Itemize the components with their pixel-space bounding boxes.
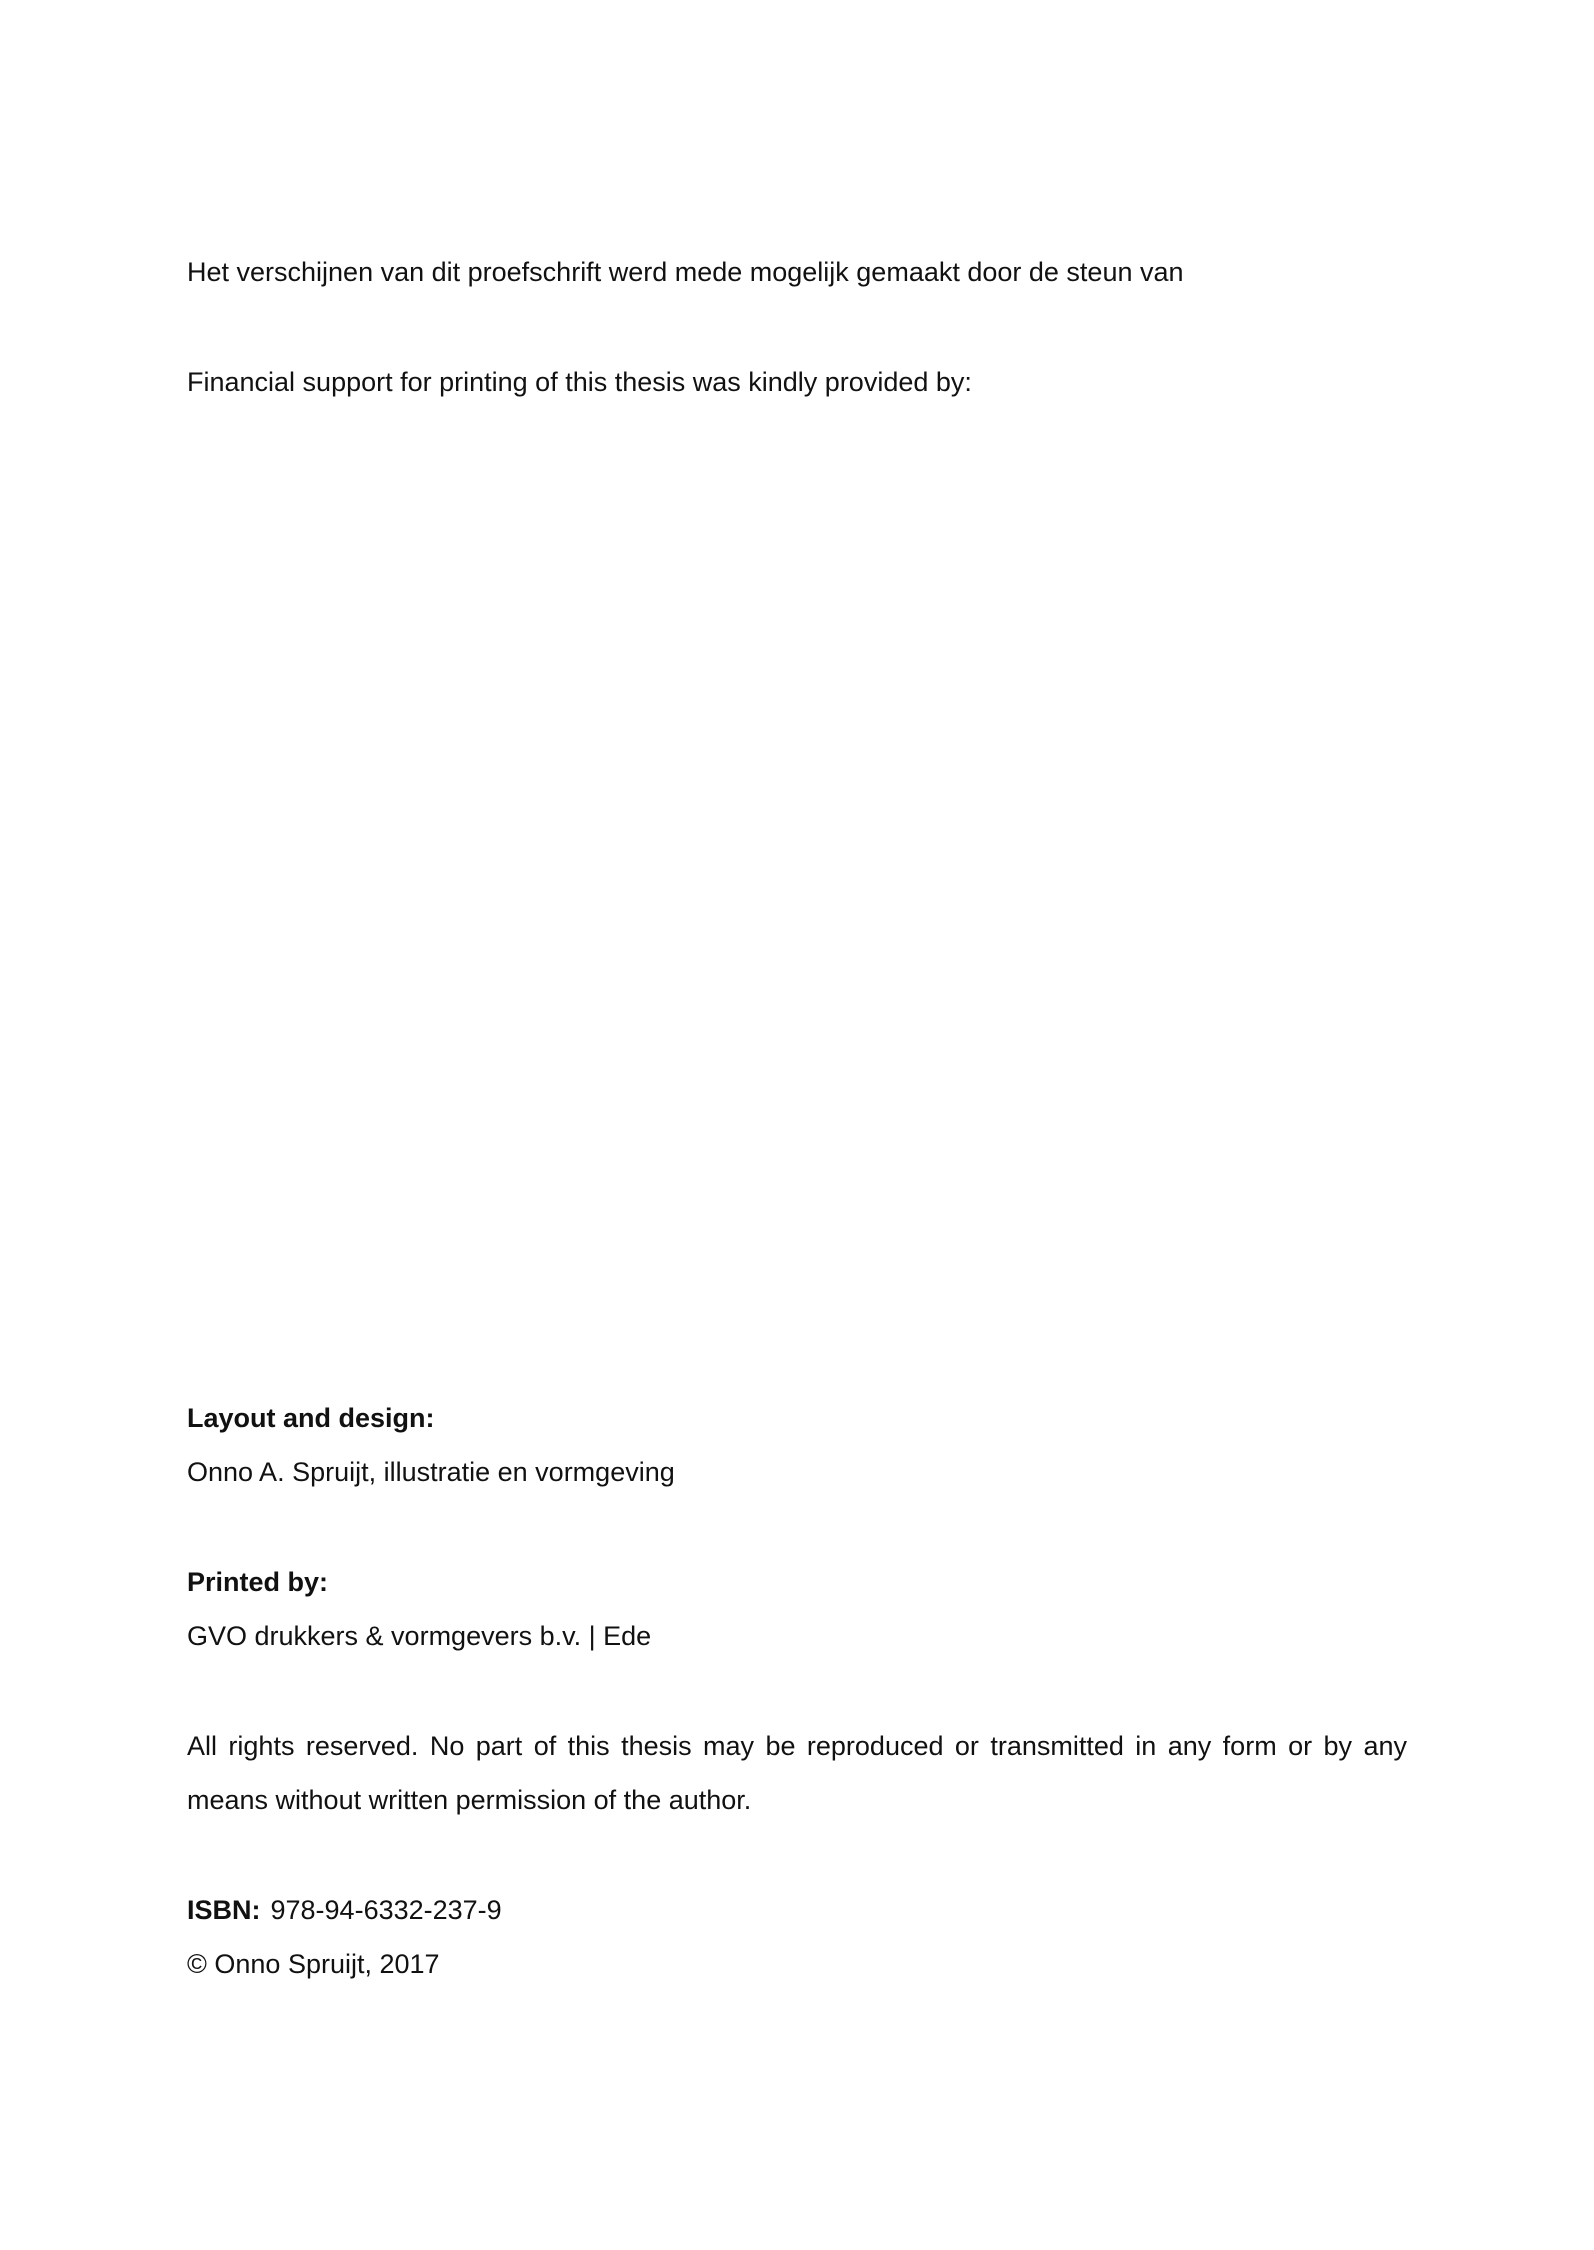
isbn-value: 978-94-6332-237-9	[270, 1895, 502, 1925]
isbn-line	[187, 1893, 502, 1927]
layout-value: Onno A. Spruijt, illustratie en vormgeving	[187, 1457, 675, 1487]
isbn-label: ISBN:	[187, 1895, 261, 1925]
layout-heading: Layout and design:	[187, 1403, 435, 1433]
support-english-text: Financial support for printing of this thesis was kindly provided by:	[187, 367, 972, 397]
rights-statement: All rights reserved. No part of this thesis may be reproduced or transmitted in any form or by any means without written permission of the author.	[187, 1731, 1407, 1815]
printer-heading: Printed by:	[187, 1567, 329, 1597]
support-dutch-text: Het verschijnen van dit proefschrift werd mede mogelijk gemaakt door de steun van	[187, 257, 1184, 287]
copyright-notice: © Onno Spruijt, 2017	[187, 1949, 440, 1979]
printer-value: GVO drukkers & vormgevers b.v. | Ede	[187, 1621, 652, 1651]
